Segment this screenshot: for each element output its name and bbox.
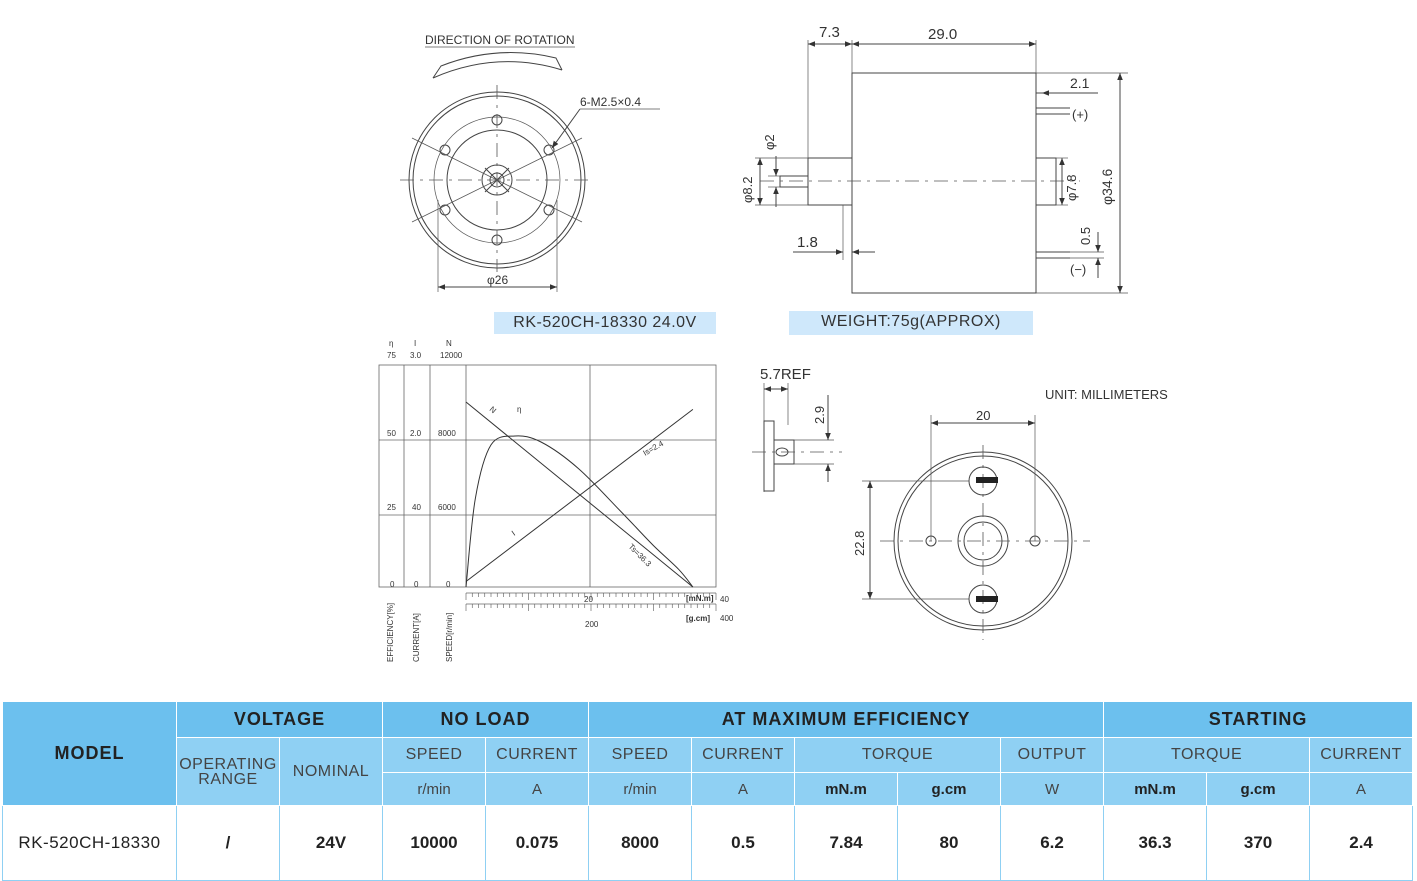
front-dia-label: φ26 [487,273,509,287]
st-torque-mn-value: 36.3 [1104,806,1207,881]
me-torque-g-value: 80 [898,806,1001,881]
table-row [3,806,1413,881]
x-unit-primary: [mN.m] [686,594,714,603]
speed-curve [466,402,693,587]
dim-2-9: 2.9 [812,405,827,424]
ref-label: 5.7REF [760,366,811,383]
rear-terminal-top [969,467,998,495]
operating-range-value: / [177,806,280,881]
nl-speed-unit: r/min [383,773,486,806]
me-torque-g-unit: g.cm [898,773,1001,806]
max-efficiency-header: AT MAXIMUM EFFICIENCY [589,702,1104,738]
nl-current-unit: A [486,773,589,806]
st-current-value: 2.4 [1310,806,1413,881]
me-torque-mn-unit: mN.m [795,773,898,806]
unit-label: UNIT: MILLIMETERS [1045,387,1168,402]
current-curve-label: I [509,528,517,538]
speed-curve-label: N [487,404,498,416]
tick-cur-0: 0 [414,580,419,589]
axis-max-current: 3.0 [410,351,422,360]
axis-name-efficiency: EFFICIENCY[%] [386,602,395,662]
rear-view [852,408,1090,640]
chart-frame [379,365,716,587]
nl-speed-value: 10000 [383,806,486,881]
x-tick-400: 400 [720,614,734,623]
st-current-header: CURRENT [1310,738,1413,773]
me-current-header: CURRENT [692,738,795,773]
motor-body [852,73,1036,293]
efficiency-curve-label: η [517,405,522,414]
axis-symbol-current: I [414,339,417,348]
starting-header: STARTING [1104,702,1413,738]
table-group-header-row [3,702,1413,738]
me-speed-header: SPEED [589,738,692,773]
efficiency-curve [466,436,693,587]
current-curve [466,409,693,581]
model-value: RK-520CH-18330 [3,806,177,881]
side-view [740,24,1128,293]
no-load-header: NO LOAD [383,702,589,738]
me-current-unit: A [692,773,795,806]
tick-eff-50: 50 [387,429,396,438]
dim-1-8: 1.8 [797,234,818,251]
tick-eff-0: 0 [390,580,395,589]
axis-max-efficiency: 75 [387,351,396,360]
rear-bearing [1036,158,1056,205]
axis-name-current: CURRENT[A] [412,613,421,662]
rotation-arrow [433,62,562,78]
model-voltage-label: RK-520CH-18330 24.0V [494,312,716,334]
tick-cur-40: 40 [412,503,421,512]
spec-table [2,701,1413,881]
x-tick-20: 20 [584,595,593,604]
tick-spd-8000: 8000 [438,429,456,438]
dim-22-8: 22.8 [852,530,867,556]
me-speed-unit: r/min [589,773,692,806]
plus-terminal-label: (+) [1072,107,1089,122]
dim-shaft-dia: φ2 [762,134,777,150]
rotation-label: DIRECTION OF ROTATION [425,33,575,47]
nl-current-value: 0.075 [486,806,589,881]
axis-name-speed: SPEED[r/min] [445,612,454,662]
rear-terminal-bottom [969,585,998,613]
annotation-is: Is=2.4 [641,438,666,458]
annotation-ts: Ts=36.3 [626,542,653,569]
dim-boss-dia: φ8.2 [740,176,755,203]
dim-0-5: 0.5 [1078,226,1093,245]
front-boss [808,158,852,205]
dim-29-0: 29.0 [928,26,958,43]
weight-label: WEIGHT:75g(APPROX) [789,311,1033,335]
st-torque-mn-unit: mN.m [1104,773,1207,806]
st-current-unit: A [1310,773,1413,806]
tick-eff-25: 25 [387,503,396,512]
nominal-value: 24V [280,806,383,881]
me-torque-header: TORQUE [795,738,1001,773]
dim-2-1: 2.1 [1070,75,1090,91]
table-sub-header-row [3,738,1413,773]
dim-20: 20 [976,408,991,423]
performance-chart [379,339,734,662]
minus-terminal-label: (−) [1070,262,1087,277]
terminal-detail-view [752,366,842,492]
me-output-unit: W [1001,773,1104,806]
nl-speed-header: SPEED [383,738,486,773]
x-unit-secondary: [g.cm] [686,614,710,623]
me-speed-value: 8000 [589,806,692,881]
operating-range-header: OPERATING RANGE [177,738,280,806]
front-view [400,33,660,292]
nominal-header: NOMINAL [280,738,383,806]
model-header: MODEL [3,702,177,806]
dim-body-dia: φ34.6 [1099,168,1115,205]
st-torque-g-value: 370 [1207,806,1310,881]
nl-current-header: CURRENT [486,738,589,773]
st-torque-header: TORQUE [1104,738,1310,773]
me-output-value: 6.2 [1001,806,1104,881]
x-tick-40: 40 [720,595,729,604]
me-output-header: OUTPUT [1001,738,1104,773]
dim-7-3: 7.3 [819,24,840,41]
axis-symbol-efficiency: η [389,339,394,348]
dim-bearing-dia: φ7.8 [1064,174,1079,201]
me-torque-mn-value: 7.84 [795,806,898,881]
me-current-value: 0.5 [692,806,795,881]
screw-label: 6-M2.5×0.4 [580,95,642,109]
tick-cur-2: 2.0 [410,429,422,438]
voltage-header: VOLTAGE [177,702,383,738]
st-torque-g-unit: g.cm [1207,773,1310,806]
tick-spd-0: 0 [446,580,451,589]
shaft [780,176,808,187]
axis-symbol-speed: N [446,339,452,348]
axis-max-speed: 12000 [440,351,463,360]
x-tick-200: 200 [585,620,599,629]
tick-spd-6000: 6000 [438,503,456,512]
